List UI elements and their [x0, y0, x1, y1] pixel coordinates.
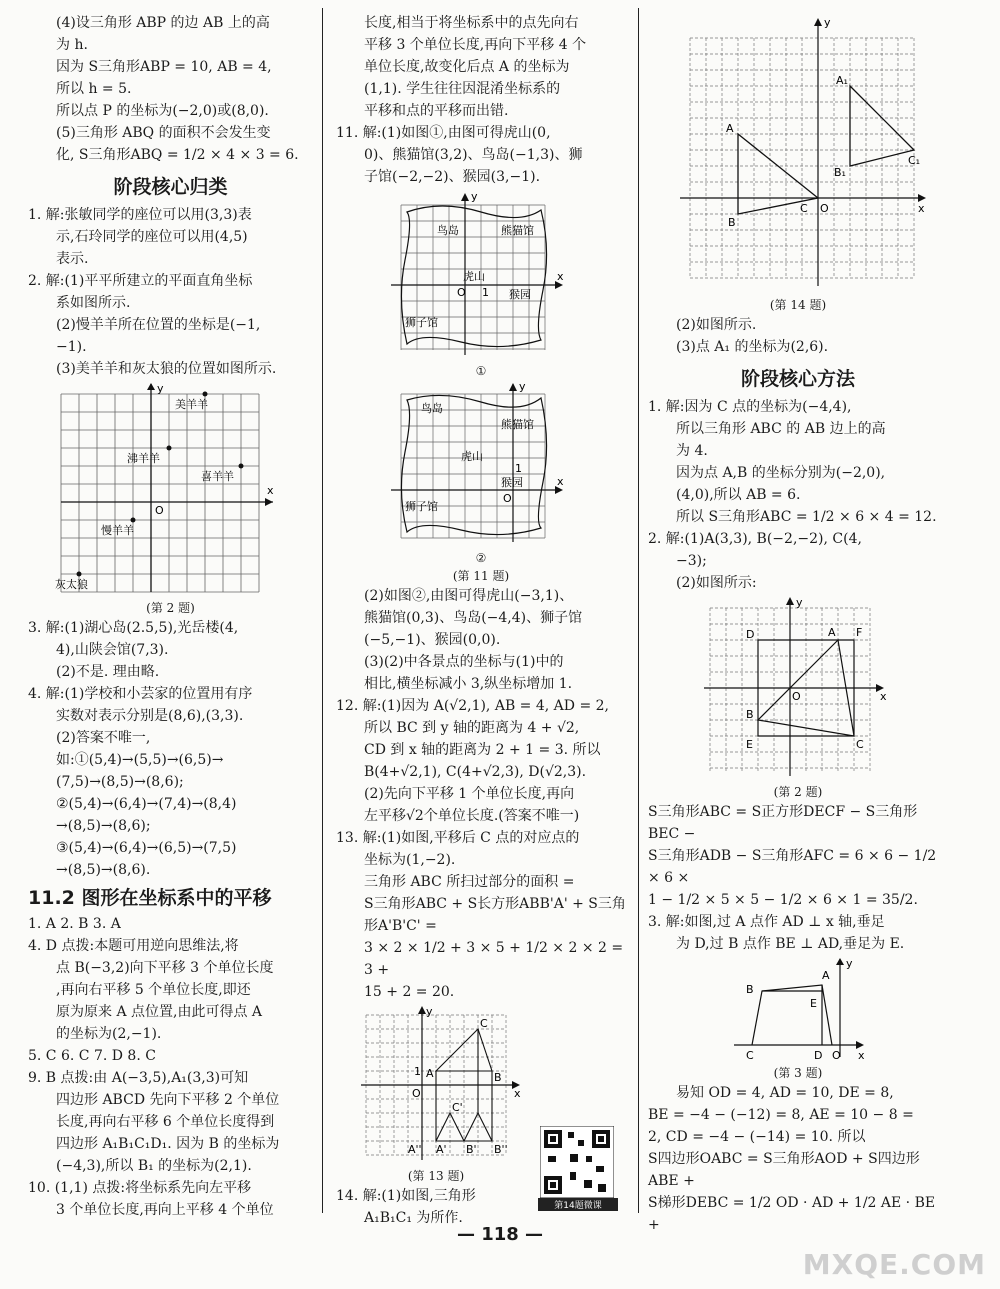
- section-title: 11.2 图形在坐标系中的平移: [28, 887, 272, 909]
- place-label: 狮子馆: [405, 316, 438, 329]
- axis-y-label: y: [519, 382, 526, 393]
- place-label: 虎山: [461, 450, 483, 463]
- point-label: E: [810, 997, 817, 1010]
- answer-line: 的坐标为(2,−1).: [56, 1026, 162, 1042]
- axis-x-label: x: [266, 484, 274, 497]
- point-label: B: [728, 216, 736, 229]
- answer-line: 长度,再向右平移 6 个单位长度得到: [56, 1114, 275, 1130]
- answer-line: 所以三角形 ABC 的 AB 边上的高: [676, 421, 886, 437]
- answer-line: 2. 解:(1)平平所建立的平面直角坐标: [28, 273, 253, 289]
- answer-line: 9. B 点拨:由 A(−3,5),A₁(3,3)可知: [28, 1070, 249, 1086]
- text-line: (4)设三角形 ABP 的边 AB 上的高: [56, 15, 270, 31]
- answer-line: 坐标为(1,−2).: [364, 852, 456, 868]
- section-heading: 阶段核心方法: [740, 368, 855, 390]
- answer-line: 四边形 A₁B₁C₁D₁. 因为 B 的坐标为: [56, 1136, 280, 1152]
- axis-x-label: x: [514, 1087, 521, 1100]
- point-label: B: [494, 1071, 502, 1084]
- figure-q13-grid: [356, 1005, 536, 1165]
- point-label: A: [426, 1067, 434, 1080]
- answer-line: 所以 S三角形ABC = 1/2 × 6 × 4 = 12.: [676, 509, 937, 525]
- answer-line: 11. 解:(1)如图①,由图可得虎山(0,: [336, 125, 551, 141]
- point-label: 慢羊羊: [100, 524, 134, 537]
- unit-label: 1: [515, 462, 522, 475]
- qr-code-icon[interactable]: [540, 1126, 614, 1198]
- answer-line: (3)点 A₁ 的坐标为(2,6).: [676, 339, 829, 355]
- point-label: A': [436, 1143, 447, 1156]
- figure-caption: (第 14 题): [769, 298, 827, 312]
- text-line: 因为 S三角形ABP = 10, AB = 4,: [56, 59, 272, 75]
- place-label: 熊猫馆: [501, 224, 534, 237]
- axis-y-label: y: [824, 16, 831, 29]
- text-line: 为 h.: [56, 37, 88, 53]
- figure-subcaption: ①: [475, 364, 487, 378]
- answer-line: 4. D 点拨:本题可用逆向思维法,将: [28, 938, 239, 954]
- text-line: (5)三角形 ABQ 的面积不会发生变: [56, 125, 271, 141]
- answer-line: 易知 OD = 4, AD = 10, DE = 8,: [676, 1085, 894, 1101]
- answer-line: 10. (1,1) 点拨:将坐标系先向左平移: [28, 1180, 252, 1196]
- text-line: 平移 3 个单位长度,再向下平移 4 个: [364, 37, 587, 53]
- answer-line: 四边形 ABCD 先向下平移 2 个单位: [56, 1092, 280, 1108]
- answer-line: A₁B₁C₁ 为所作.: [364, 1210, 463, 1226]
- point-label: 沸羊羊: [126, 452, 160, 465]
- answer-line: 如:①(5,4)→(5,5)→(6,5)→: [56, 752, 224, 768]
- figure-caption: (第 3 题): [773, 1066, 823, 1080]
- answer-line: 2, CD = −4 − (−14) = 10. 所以: [648, 1129, 866, 1145]
- answer-line: (−4,3),所以 B₁ 的坐标为(2,1).: [56, 1158, 252, 1174]
- answer-line: 14. 解:(1)如图,三角形: [336, 1188, 476, 1204]
- answer-line: 原为原来 A 点位置,由此可得点 A: [56, 1004, 263, 1020]
- answer-line: 5. C 6. C 7. D 8. C: [28, 1048, 156, 1064]
- figure-m2-grid: [698, 596, 898, 781]
- place-label: 鸟岛: [421, 402, 443, 415]
- axis-y-label: y: [846, 957, 853, 970]
- axis-x-label: x: [858, 1049, 865, 1062]
- column-divider: [322, 8, 323, 1213]
- point-label: A: [822, 969, 830, 982]
- place-label: 猴园: [509, 288, 531, 301]
- place-label: 熊猫馆: [501, 418, 534, 431]
- origin-label: O: [503, 492, 512, 505]
- answer-line: 子馆(−2,−2)、猴园(3,−1).: [364, 169, 541, 185]
- answer-line: 3. 解:(1)湖心岛(2.5,5),光岳楼(4,: [28, 620, 239, 636]
- point-label: C: [800, 202, 808, 215]
- axis-y-label: y: [796, 596, 803, 609]
- point-label: B: [746, 983, 754, 996]
- answer-line: S三角形ADB − S三角形AFC = 6 × 6 − 1/2 × 6 ×: [648, 848, 937, 886]
- place-label: 虎山: [463, 270, 485, 283]
- column-right: [648, 12, 948, 1236]
- place-label: 鸟岛: [437, 224, 459, 237]
- figure-q2-grid: [51, 382, 291, 597]
- text-line: 平移和点的平移而出错.: [364, 103, 509, 119]
- figure-subcaption: ②: [475, 551, 487, 565]
- answer-line: (3)美羊羊和灰太狼的位置如图所示.: [56, 361, 277, 377]
- answer-line: 三角形 ABC 所扫过部分的面积 =: [364, 874, 575, 890]
- answer-line: (2)慢羊羊所在位置的坐标是(−1,: [56, 317, 261, 333]
- column-divider: [638, 8, 639, 1213]
- point-label: C: [856, 738, 864, 751]
- answer-line: S三角形ABC = S正方形DECF − S三角形BEC −: [648, 804, 918, 842]
- point-label: D: [814, 1049, 823, 1062]
- answer-line: 1. A 2. B 3. A: [28, 916, 121, 932]
- answer-line: S四边形OABC = S三角形AOD + S四边形ABE +: [648, 1151, 920, 1189]
- origin-label: O: [412, 1087, 421, 1100]
- answer-line: (3)(2)中各景点的坐标与(1)中的: [364, 654, 564, 670]
- answer-line: S梯形DEBC = 1/2 OD · AD + 1/2 AE · BE +: [648, 1195, 936, 1233]
- answer-line: 点 B(−3,2)向下平移 3 个单位长度: [56, 960, 274, 976]
- answer-line: 实数对表示分别是(8,6),(3,3).: [56, 708, 244, 724]
- answer-line: −1).: [56, 339, 87, 355]
- answer-line: 1 − 1/2 × 5 × 5 − 1/2 × 6 × 1 = 35/2.: [648, 892, 918, 908]
- axis-x-label: x: [880, 690, 887, 703]
- point-label: B'': [494, 1143, 508, 1156]
- point-label: A'': [408, 1143, 422, 1156]
- point-label: A: [726, 122, 734, 135]
- place-label: 猴园: [501, 476, 523, 489]
- origin-label: O: [457, 286, 466, 299]
- section-heading: 阶段核心归类: [113, 176, 228, 198]
- page-number: — 118 —: [456, 1224, 544, 1245]
- answer-line: 3 × 2 × 1/2 + 3 × 5 + 1/2 × 2 × 2 = 3 +: [364, 940, 624, 978]
- answer-line: →(8,5)→(8,6);: [56, 818, 151, 834]
- answer-line: 2. 解:(1)A(3,3), B(−2,−2), C(4,: [648, 531, 862, 547]
- answer-line: (2)不是. 理由略.: [56, 664, 160, 680]
- point-label: B': [466, 1143, 477, 1156]
- place-label: 狮子馆: [405, 500, 438, 513]
- point-label: B₁: [834, 166, 846, 179]
- figure-caption: (第 2 题): [146, 601, 195, 615]
- answer-line: →(8,5)→(8,6).: [56, 862, 151, 878]
- answer-line: (2)如图②,由图可得虎山(−3,1)、: [364, 588, 574, 604]
- figure-q11-map-1: [381, 190, 581, 360]
- figure-q14-grid: [668, 14, 928, 294]
- axis-x-label: x: [918, 202, 925, 215]
- point-label: C: [480, 1017, 488, 1030]
- answer-line: 所以 BC 到 y 轴的距离为 4 + √2,: [364, 720, 580, 736]
- text-line: (1,1). 学生往往因混淆坐标系的: [364, 81, 561, 97]
- unit-label: 1: [414, 1065, 421, 1078]
- qr-caption: 第14题微课: [538, 1198, 618, 1211]
- answer-line: 1. 解:因为 C 点的坐标为(−4,4),: [648, 399, 852, 415]
- answer-line: (4,0),所以 AB = 6.: [676, 487, 801, 503]
- answer-line: 表示.: [56, 251, 89, 267]
- point-label: 美羊羊: [174, 398, 208, 411]
- point-label: F: [856, 626, 863, 639]
- axis-x-label: x: [557, 475, 564, 488]
- answer-line: (2)先向下平移 1 个单位长度,再向: [364, 786, 575, 802]
- answer-line: 0)、熊猫馆(3,2)、鸟岛(−1,3)、狮: [364, 147, 583, 163]
- answer-line: 3 个单位长度,再向上平移 4 个单位: [56, 1202, 274, 1218]
- unit-label: 1: [482, 286, 489, 299]
- answer-line: (2)如图所示.: [676, 317, 757, 333]
- origin-label: O: [820, 202, 829, 215]
- answer-line: ,再向右平移 5 个单位长度,即还: [56, 982, 251, 998]
- axis-y-label: y: [156, 382, 164, 395]
- column-left: [28, 12, 313, 1221]
- origin-label: O: [792, 690, 801, 703]
- column-middle: [336, 12, 626, 1229]
- watermark: MXQE.COM: [802, 1248, 986, 1281]
- axis-y-label: y: [426, 1005, 433, 1018]
- answer-line: −3);: [676, 553, 707, 569]
- point-label: A₁: [836, 74, 848, 87]
- answer-line: 因为点 A,B 的坐标分别为(−2,0),: [676, 465, 886, 481]
- text-line: 所以 h = 5.: [56, 81, 132, 97]
- point-label: 灰太狼: [54, 578, 88, 591]
- point-label: C': [452, 1101, 463, 1114]
- answer-line: 4),山陕会馆(7,3).: [56, 642, 169, 658]
- answer-line: 示,石玲同学的座位可以用(4,5): [56, 229, 248, 245]
- axis-x-label: x: [557, 270, 564, 283]
- answer-line: 15 + 2 = 20.: [364, 984, 455, 1000]
- origin-label: O: [154, 504, 164, 517]
- answer-line: 熊猫馆(0,3)、鸟岛(−4,4)、狮子馆: [364, 610, 583, 626]
- answer-line: (2)如图所示:: [676, 575, 757, 591]
- figure-m3-diagram: [728, 957, 868, 1062]
- answer-line: 为 4.: [676, 443, 708, 459]
- origin-label: O: [832, 1049, 841, 1062]
- point-label: C: [746, 1049, 754, 1062]
- figure-q11-map-2: [381, 382, 581, 547]
- figure-caption: (第 2 题): [773, 785, 823, 799]
- answer-line: 左平移√2个单位长度.(答案不唯一): [364, 808, 580, 824]
- answer-line: S三角形ABC + S长方形ABB'A' + S三角形A'B'C' =: [364, 896, 626, 934]
- answer-line: ②(5,4)→(6,4)→(7,4)→(8,4): [56, 796, 237, 812]
- point-label: D: [746, 628, 755, 641]
- answer-line: (7,5)→(8,5)→(8,6);: [56, 774, 184, 790]
- answer-line: B(4+√2,1), C(4+√2,3), D(√2,3).: [364, 764, 587, 780]
- answer-line: 1. 解:张敏同学的座位可以用(3,3)表: [28, 207, 252, 223]
- point-label: B: [746, 708, 754, 721]
- answer-line: CD 到 x 轴的距离为 2 + 1 = 3. 所以: [364, 742, 601, 758]
- answer-line: 3. 解:如图,过 A 点作 AD ⊥ x 轴,垂足: [648, 914, 885, 930]
- answer-line: 相比,横坐标减小 3,纵坐标增加 1.: [364, 676, 573, 692]
- answer-line: (−5,−1)、猴园(0,0).: [364, 632, 501, 648]
- answer-line: BE = −4 − (−12) = 8, AE = 10 − 8 =: [648, 1107, 914, 1123]
- answer-line: ③(5,4)→(6,4)→(6,5)→(7,5): [56, 840, 237, 856]
- answer-line: (2)答案不唯一,: [56, 730, 151, 746]
- point-label: C₁: [908, 154, 921, 167]
- text-line: 所以点 P 的坐标为(−2,0)或(8,0).: [56, 103, 269, 119]
- figure-caption: (第 13 题): [407, 1169, 465, 1183]
- axis-y-label: y: [471, 190, 478, 203]
- point-label: 喜羊羊: [200, 470, 234, 483]
- text-line: 长度,相当于将坐标系中的点先向右: [364, 15, 579, 31]
- point-label: A: [828, 626, 836, 639]
- text-line: 单位长度,故变化后点 A 的坐标为: [364, 59, 570, 75]
- point-label: E: [746, 738, 753, 751]
- answer-line: 为 D,过 B 点作 BE ⊥ AD,垂足为 E.: [676, 936, 905, 952]
- answer-line: 系如图所示.: [56, 295, 131, 311]
- answer-line: 4. 解:(1)学校和小芸家的位置用有序: [28, 686, 253, 702]
- answer-line: 13. 解:(1)如图,平移后 C 点的对应点的: [336, 830, 580, 846]
- figure-caption: (第 11 题): [452, 569, 510, 583]
- answer-line: 12. 解:(1)因为 A(√2,1), AB = 4, AD = 2,: [336, 698, 609, 714]
- text-line: 化, S三角形ABQ = 1/2 × 4 × 3 = 6.: [56, 147, 299, 163]
